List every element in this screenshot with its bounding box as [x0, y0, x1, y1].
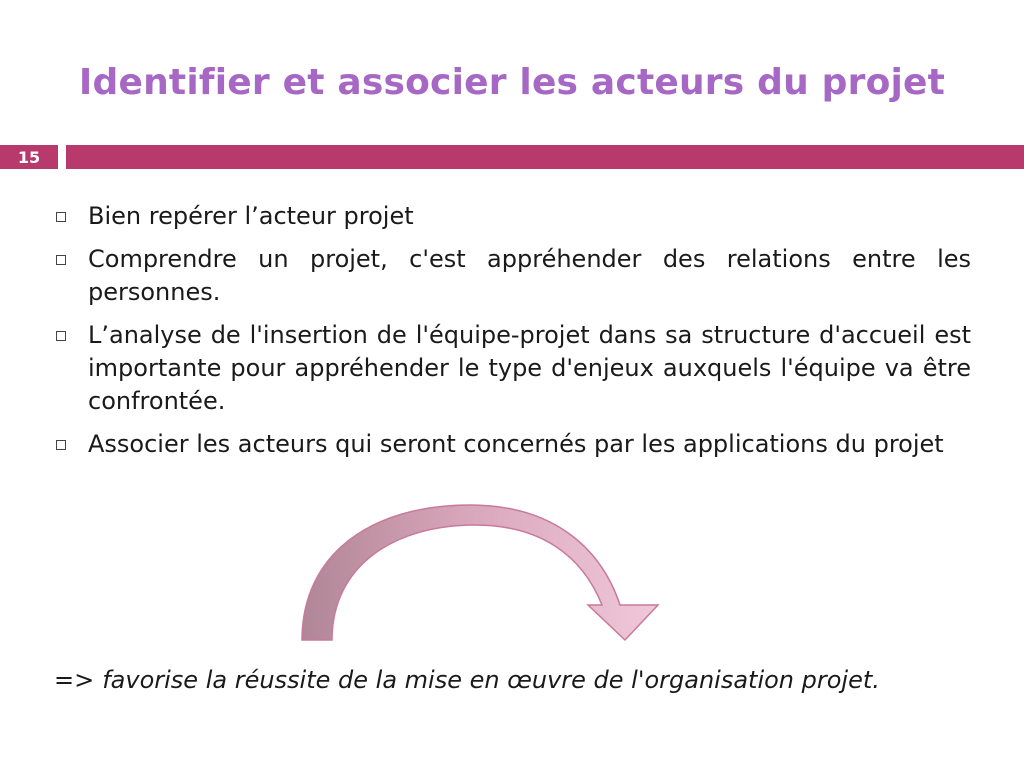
bullet-text: L’analyse de l'insertion de l'équipe-projet dans sa structure d'accueil est importante pour appréhender le type d'enjeux auxquels l'équipe va être confrontée.	[88, 321, 971, 415]
bullet-item	[54, 319, 971, 418]
slide-title: Identifier et associer les acteurs du projet	[78, 62, 946, 103]
conclusion-body: favorise la réussite de la mise en œuvre de l'organisation projet.	[102, 666, 880, 694]
bullet-text: Comprendre un projet, c'est appréhender des relations entre les personnes.	[88, 245, 971, 306]
bullet-item	[54, 200, 971, 233]
bullet-item	[54, 428, 971, 461]
slide-number: 15	[0, 145, 58, 169]
bullet-list	[54, 200, 971, 471]
bullet-item	[54, 243, 971, 309]
conclusion-prefix: =>	[54, 666, 95, 694]
square-outline-icon	[56, 331, 66, 341]
curved-arrow-icon	[290, 495, 670, 645]
square-outline-icon	[56, 440, 66, 450]
bullet-text: Associer les acteurs qui seront concernés par les applications du projet	[88, 430, 944, 458]
conclusion-text	[54, 664, 971, 697]
bullet-text: Bien repérer l’acteur projet	[88, 202, 414, 230]
square-outline-icon	[56, 212, 66, 222]
header-bar	[66, 145, 1024, 169]
square-outline-icon	[56, 255, 66, 265]
